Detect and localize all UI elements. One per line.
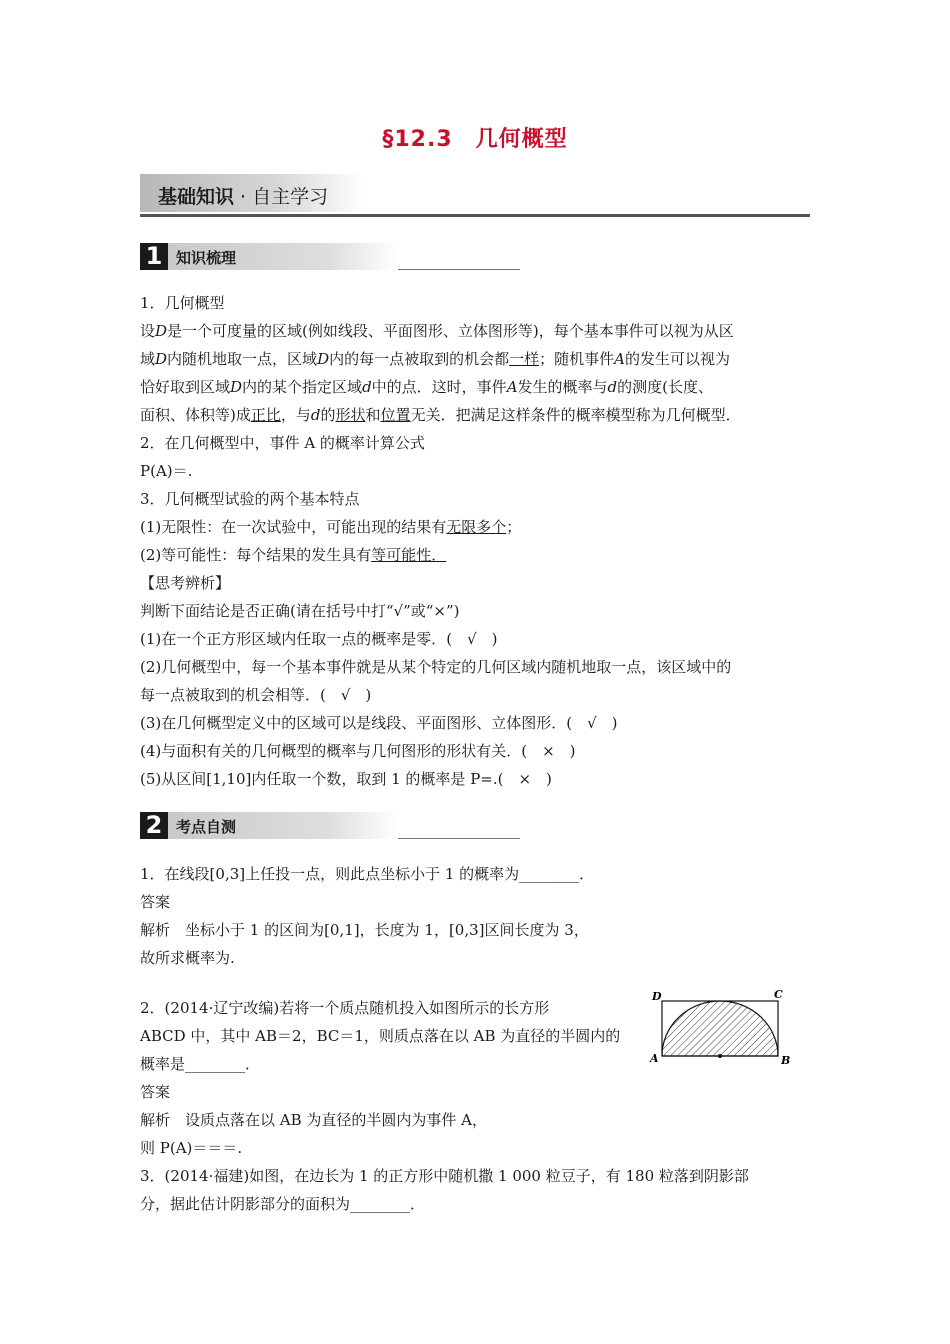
s1-p3: 恰好取到区域D内的某个指定区域d中的点．这时，事件A发生的概率与d的测度(长度、 (140, 378, 714, 396)
s1-think: 【思考辨析】 (140, 574, 231, 592)
s1-h2: 2．在几何概型中，事件 A 的概率计算公式 (140, 434, 425, 452)
s2-e2c: 概率是________． (140, 1055, 261, 1073)
subhead-2-label-box (168, 812, 398, 839)
subhead-1-label: 知识梳理 (176, 249, 237, 267)
banner-text (158, 182, 328, 209)
rectangle-semicircle-figure (648, 986, 798, 1066)
s1-f1: (1)无限性：在一次试验中，可能出现的结果有无限多个； (140, 518, 522, 536)
s1-formula: P(A)＝. (140, 462, 193, 480)
s1-p1: 设D是一个可度量的区域(例如线段、平面图形、立体图形等)，每个基本事件可以视为从区 (140, 322, 734, 340)
s1-f2: (2)等可能性：每个结果的发生具有等可能性． (140, 546, 447, 564)
label-a: A (650, 1052, 659, 1065)
s2-e2a: 2．(2014·辽宁改编)若将一个质点随机投入如图所示的长方形 (140, 999, 550, 1017)
s2-sol1b: 故所求概率为. (140, 949, 235, 967)
s2-ans2: 答案 (140, 1083, 171, 1101)
s2-sol2a: 解析 设质点落在以 AB 为直径的半圆内为事件 A， (140, 1111, 487, 1129)
page-title: §12.3 几何概型 (382, 127, 568, 152)
subhead-2 (140, 812, 520, 839)
label-b: B (781, 1054, 791, 1066)
subhead-1 (140, 243, 520, 270)
s1-p2: 域D内随机地取一点，区域D内的每一点被取到的机会都一样；随机事件A的发生可以视为 (140, 350, 730, 368)
s2-e1: 1．在线段[0,3]上任投一点，则此点坐标小于 1 的概率为________． (140, 865, 595, 883)
s2-sol2b: 则 P(A)＝＝＝. (140, 1139, 243, 1157)
s1-q1: (1)在一个正方形区域内任取一点的概率是零．( √ ) (140, 630, 498, 648)
s2-e3a: 3．(2014·福建)如图，在边长为 1 的正方形中随机撒 1 000 粒豆子，有 180 粒落到阴影部 (140, 1167, 749, 1185)
s1-q3: (3)在几何概型定义中的区域可以是线段、平面图形、立体图形．( √ ) (140, 714, 618, 732)
figure-svg (648, 986, 798, 1066)
subhead-2-number: 2 (140, 812, 168, 839)
s1-h3: 3．几何概型试验的两个基本特点 (140, 490, 360, 508)
s1-h1: 1．几何概型 (140, 294, 225, 312)
subhead-1-label-box (168, 243, 398, 270)
section-banner (140, 174, 810, 217)
center-point (718, 1054, 722, 1058)
s2-ans1: 答案 (140, 893, 171, 911)
label-c: C (774, 988, 783, 1001)
s2-e3b: 分，据此估计阴影部分的面积为________． (140, 1195, 426, 1213)
s1-q2a: (2)几何概型中，每一个基本事件就是从某个特定的几何区域内随机地取一点，该区域中的 (140, 658, 732, 676)
s1-judge: 判断下面结论是否正确(请在括号中打“√”或“×”) (140, 602, 460, 620)
s1-q2b: 每一点被取到的机会相等．( √ ) (140, 686, 372, 704)
semicircle (662, 1001, 778, 1056)
s2-e2b: ABCD 中，其中 AB＝2，BC＝1，则质点落在以 AB 为直径的半圆内的 (140, 1027, 621, 1045)
banner-rest: · 自主学习 (234, 186, 329, 208)
s2-sol1a: 解析 坐标小于 1 的区间为[0,1]，长度为 1，[0,3]区间长度为 3， (140, 921, 589, 939)
s1-q4: (4)与面积有关的几何概型的概率与几何图形的形状有关．( × ) (140, 742, 576, 760)
subhead-2-label: 考点自测 (176, 818, 237, 836)
s1-p4: 面积、体积等)成正比，与d的形状和位置无关．把满足这样条件的概率模型称为几何概型． (140, 406, 741, 424)
s1-q5: (5)从区间[1,10]内任取一个数，取到 1 的概率是 P=.( × ) (140, 770, 552, 788)
banner-bold: 基础知识 (158, 186, 235, 208)
label-d: D (652, 990, 662, 1003)
subhead-1-number: 1 (140, 243, 168, 270)
